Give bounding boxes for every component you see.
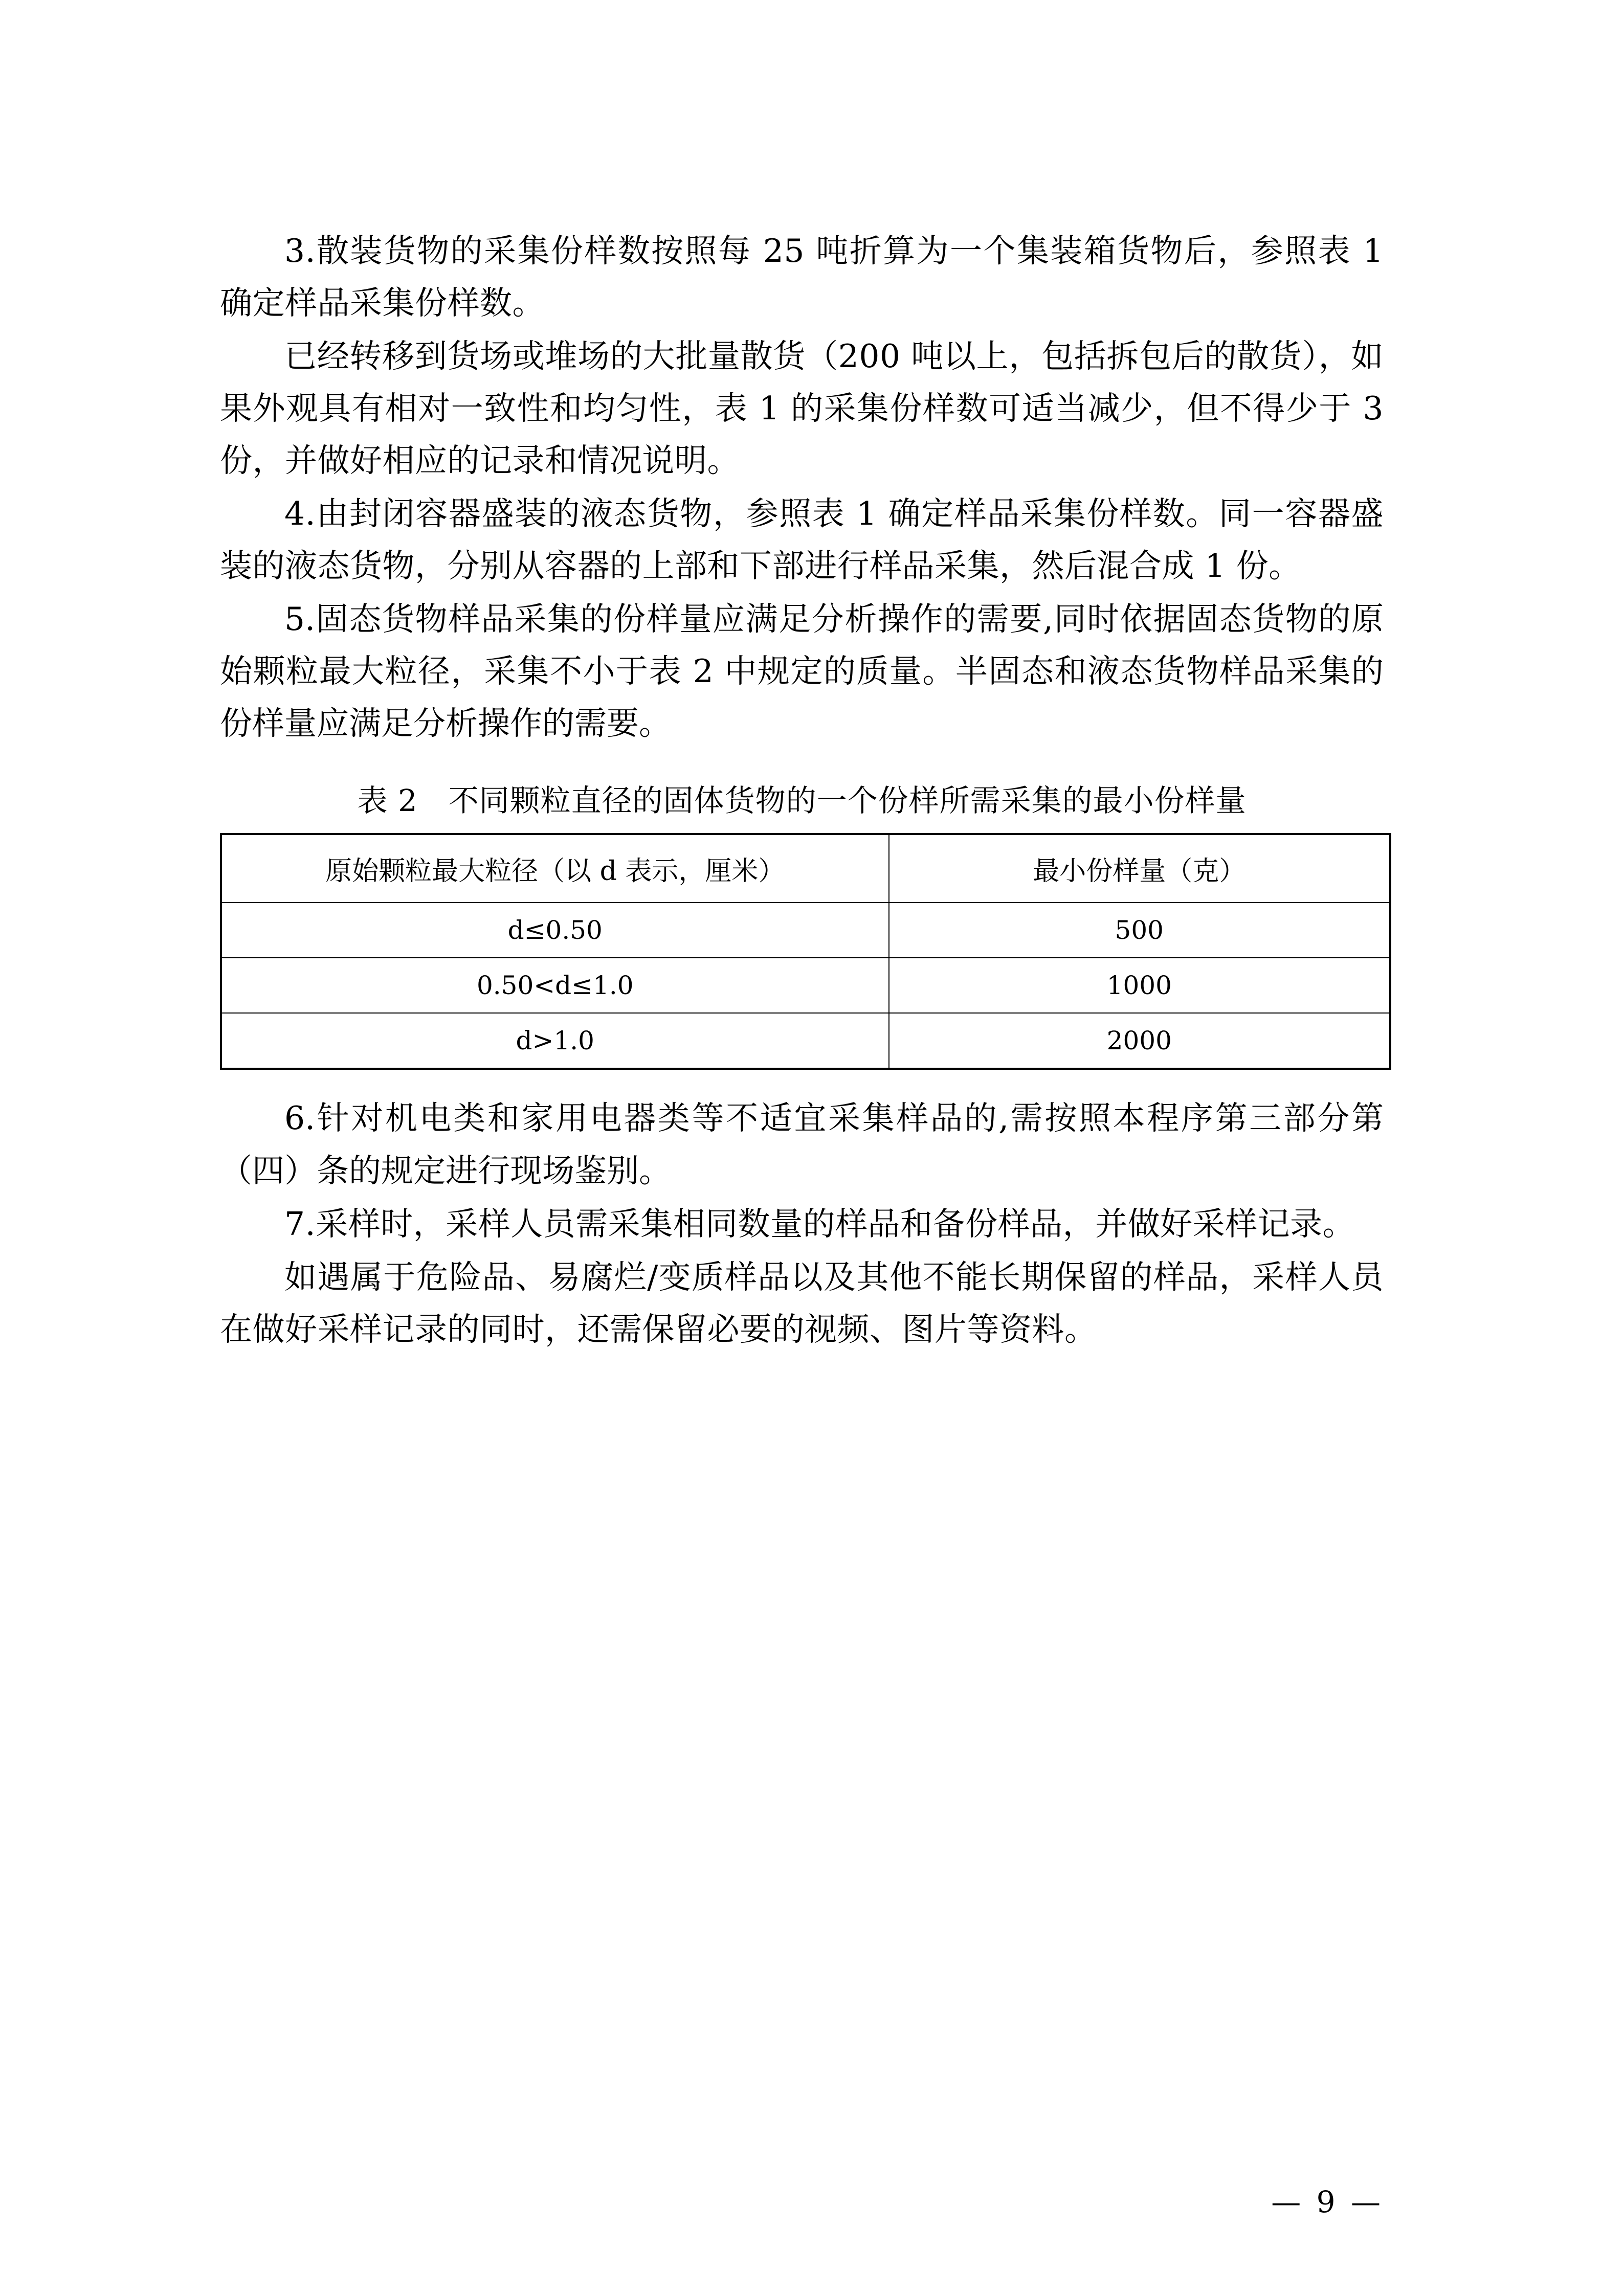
table-row xyxy=(221,903,1390,958)
table-cell-size: d≤0.50 xyxy=(221,903,889,958)
table-2 xyxy=(220,833,1391,1070)
table-2-caption: 表 2 不同颗粒直径的固体货物的一个份样所需采集的最小份样量 xyxy=(357,783,1247,819)
paragraph-7: 7.采样时，采样人员需采集相同数量的样品和备份样品，并做好采样记录。 xyxy=(284,1205,1355,1243)
table-cell-mass: 1000 xyxy=(889,958,1390,1013)
table-cell-size: d>1.0 xyxy=(221,1013,889,1069)
page-number: — 9 — xyxy=(1271,2185,1384,2219)
table-cell-mass: 2000 xyxy=(889,1013,1390,1069)
paragraph-hazardous: 如遇属于危险品、易腐烂/变质样品以及其他不能长期保留的样品，采样人员在做好采样记录的同时，还需保留必要的视频、图片等资料。 xyxy=(220,1258,1384,1348)
table-row xyxy=(221,1013,1390,1069)
paragraph-3: 3.散装货物的采集份样数按照每 25 吨折算为一个集装箱货物后，参照表 1 确定样品采集份样数。 xyxy=(220,232,1384,322)
table-header-cell-particle-size: 原始颗粒最大粒径（以 d 表示，厘米） xyxy=(221,834,889,903)
paragraph-4: 4.由封闭容器盛装的液态货物，参照表 1 确定样品采集份样数。同一容器盛装的液态货物，分别从容器的上部和下部进行样品采集，然后混合成 1 份。 xyxy=(220,495,1384,585)
paragraph-bulk-cargo: 已经转移到货场或堆场的大批量散货（200 吨以上，包括拆包后的散货），如果外观具有相对一致性和均匀性，表 1 的采集份样数可适当减少，但不得少于 3 份，并做好相应的记录和情况说明。 xyxy=(220,337,1384,480)
table-row xyxy=(221,958,1390,1013)
table-cell-mass: 500 xyxy=(889,903,1390,958)
table-spacer xyxy=(220,1070,1384,1092)
table-cell-size: 0.50<d≤1.0 xyxy=(221,958,889,1013)
table-header-cell-min-mass: 最小份样量（克） xyxy=(889,834,1390,903)
paragraph-5: 5.固态货物样品采集的份样量应满足分析操作的需要,同时依据固态货物的原始颗粒最大粒径，采集不小于表 2 中规定的质量。半固态和液态货物样品采集的份样量应满足分析操作的需要。 xyxy=(220,600,1384,742)
table-header-row xyxy=(221,834,1390,903)
paragraph-6: 6.针对机电类和家用电器类等不适宜采集样品的,需按照本程序第三部分第（四）条的规定进行现场鉴别。 xyxy=(220,1099,1384,1189)
